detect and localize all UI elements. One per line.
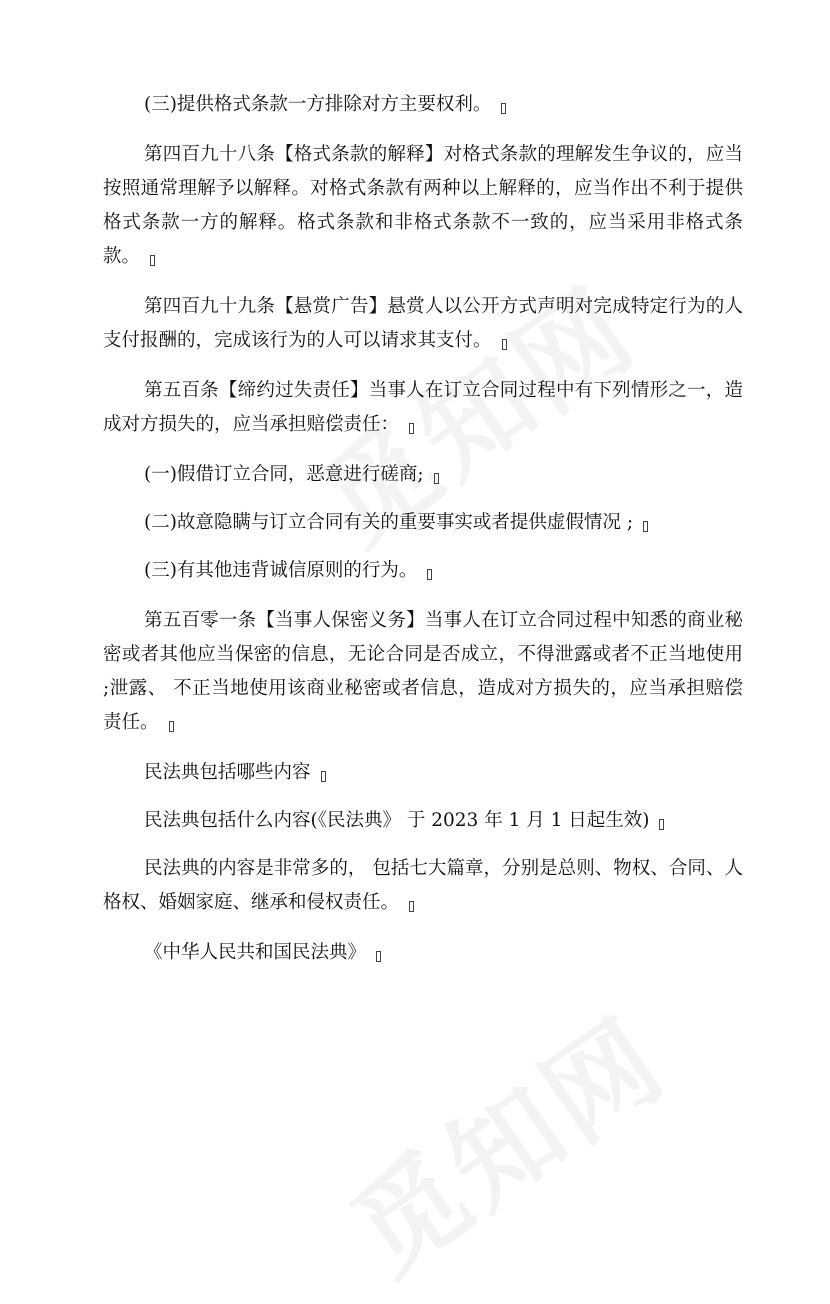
watermark-logo [316, 974, 692, 1303]
paragraph-text: (二)故意隐瞒与订立合同有关的重要事实或者提供虚假情况 ; [144, 512, 634, 533]
paragraph-mark-icon [169, 721, 174, 732]
paragraph-text: (一)假借订立合同，恶意进行磋商; [144, 464, 424, 485]
paragraph-mark-icon [321, 771, 326, 782]
paragraph-mark-icon [150, 255, 155, 266]
paragraph-article-498 [103, 138, 743, 274]
paragraph-article-501 [103, 604, 743, 740]
paragraph-mark-icon [409, 423, 414, 434]
paragraph-text: 第五百零一条【当事人保密义务】当事人在订立合同过程中知悉的商业秘密或者其他应当保密的信息，无论合同是否成立，不得泄露或者不正当地使用 ;泄露、 不正当地使用该商业秘密或者信息，造成对方损失的，应当承担赔偿责任。 [103, 610, 743, 733]
paragraph-law-title [103, 936, 743, 970]
paragraph-mark-icon [659, 819, 664, 830]
paragraph-text: 民法典包括什么内容(《民法典》 于 2023 年 1 月 1 日起生效) [144, 810, 650, 831]
paragraph-article-500-item-1 [103, 458, 743, 492]
paragraph-answer [103, 852, 743, 920]
paragraph-article-500 [103, 374, 743, 442]
document-body [103, 88, 743, 986]
paragraph-text: 民法典的内容是非常多的， 包括七大篇章，分别是总则、物权、合同、人格权、婚姻家庭、继承和侵权责任。 [103, 858, 743, 913]
paragraph-item-3-exclude-rights [103, 88, 743, 122]
paragraph-text: (三)有其他违背诚信原则的行为。 [144, 560, 418, 581]
paragraph-article-500-item-3 [103, 554, 743, 588]
paragraph-text: 《中华人民共和国民法典》 [144, 942, 367, 963]
paragraph-mark-icon [643, 521, 648, 532]
paragraph-text: (三)提供格式条款一方排除对方主要权利。 [144, 94, 492, 115]
paragraph-mark-icon [427, 569, 432, 580]
paragraph-mark-icon [501, 103, 506, 114]
paragraph-text: 民法典包括哪些内容 [144, 762, 311, 783]
paragraph-article-499 [103, 290, 743, 358]
paragraph-mark-icon [502, 339, 507, 350]
paragraph-mark-icon [409, 901, 414, 912]
paragraph-article-500-item-2 [103, 506, 743, 540]
paragraph-question-subheading [103, 804, 743, 838]
paragraph-text: 第五百条【缔约过失责任】当事人在订立合同过程中有下列情形之一，造成对方损失的，应当承担赔偿责任： [103, 380, 743, 435]
paragraph-text: 第四百九十八条【格式条款的解释】对格式条款的理解发生争议的，应当按照通常理解予以解释。对格式条款有两种以上解释的，应当作出不利于提供格式条款一方的解释。格式条款和非格式条款不一致的，应当采用非格式条款。 [103, 144, 743, 267]
paragraph-mark-icon [434, 473, 439, 484]
paragraph-question-heading [103, 756, 743, 790]
paragraph-text: 第四百九十九条【悬赏广告】悬赏人以公开方式声明对完成特定行为的人支付报酬的，完成该行为的人可以请求其支付。 [103, 296, 743, 351]
paragraph-mark-icon [376, 951, 381, 962]
